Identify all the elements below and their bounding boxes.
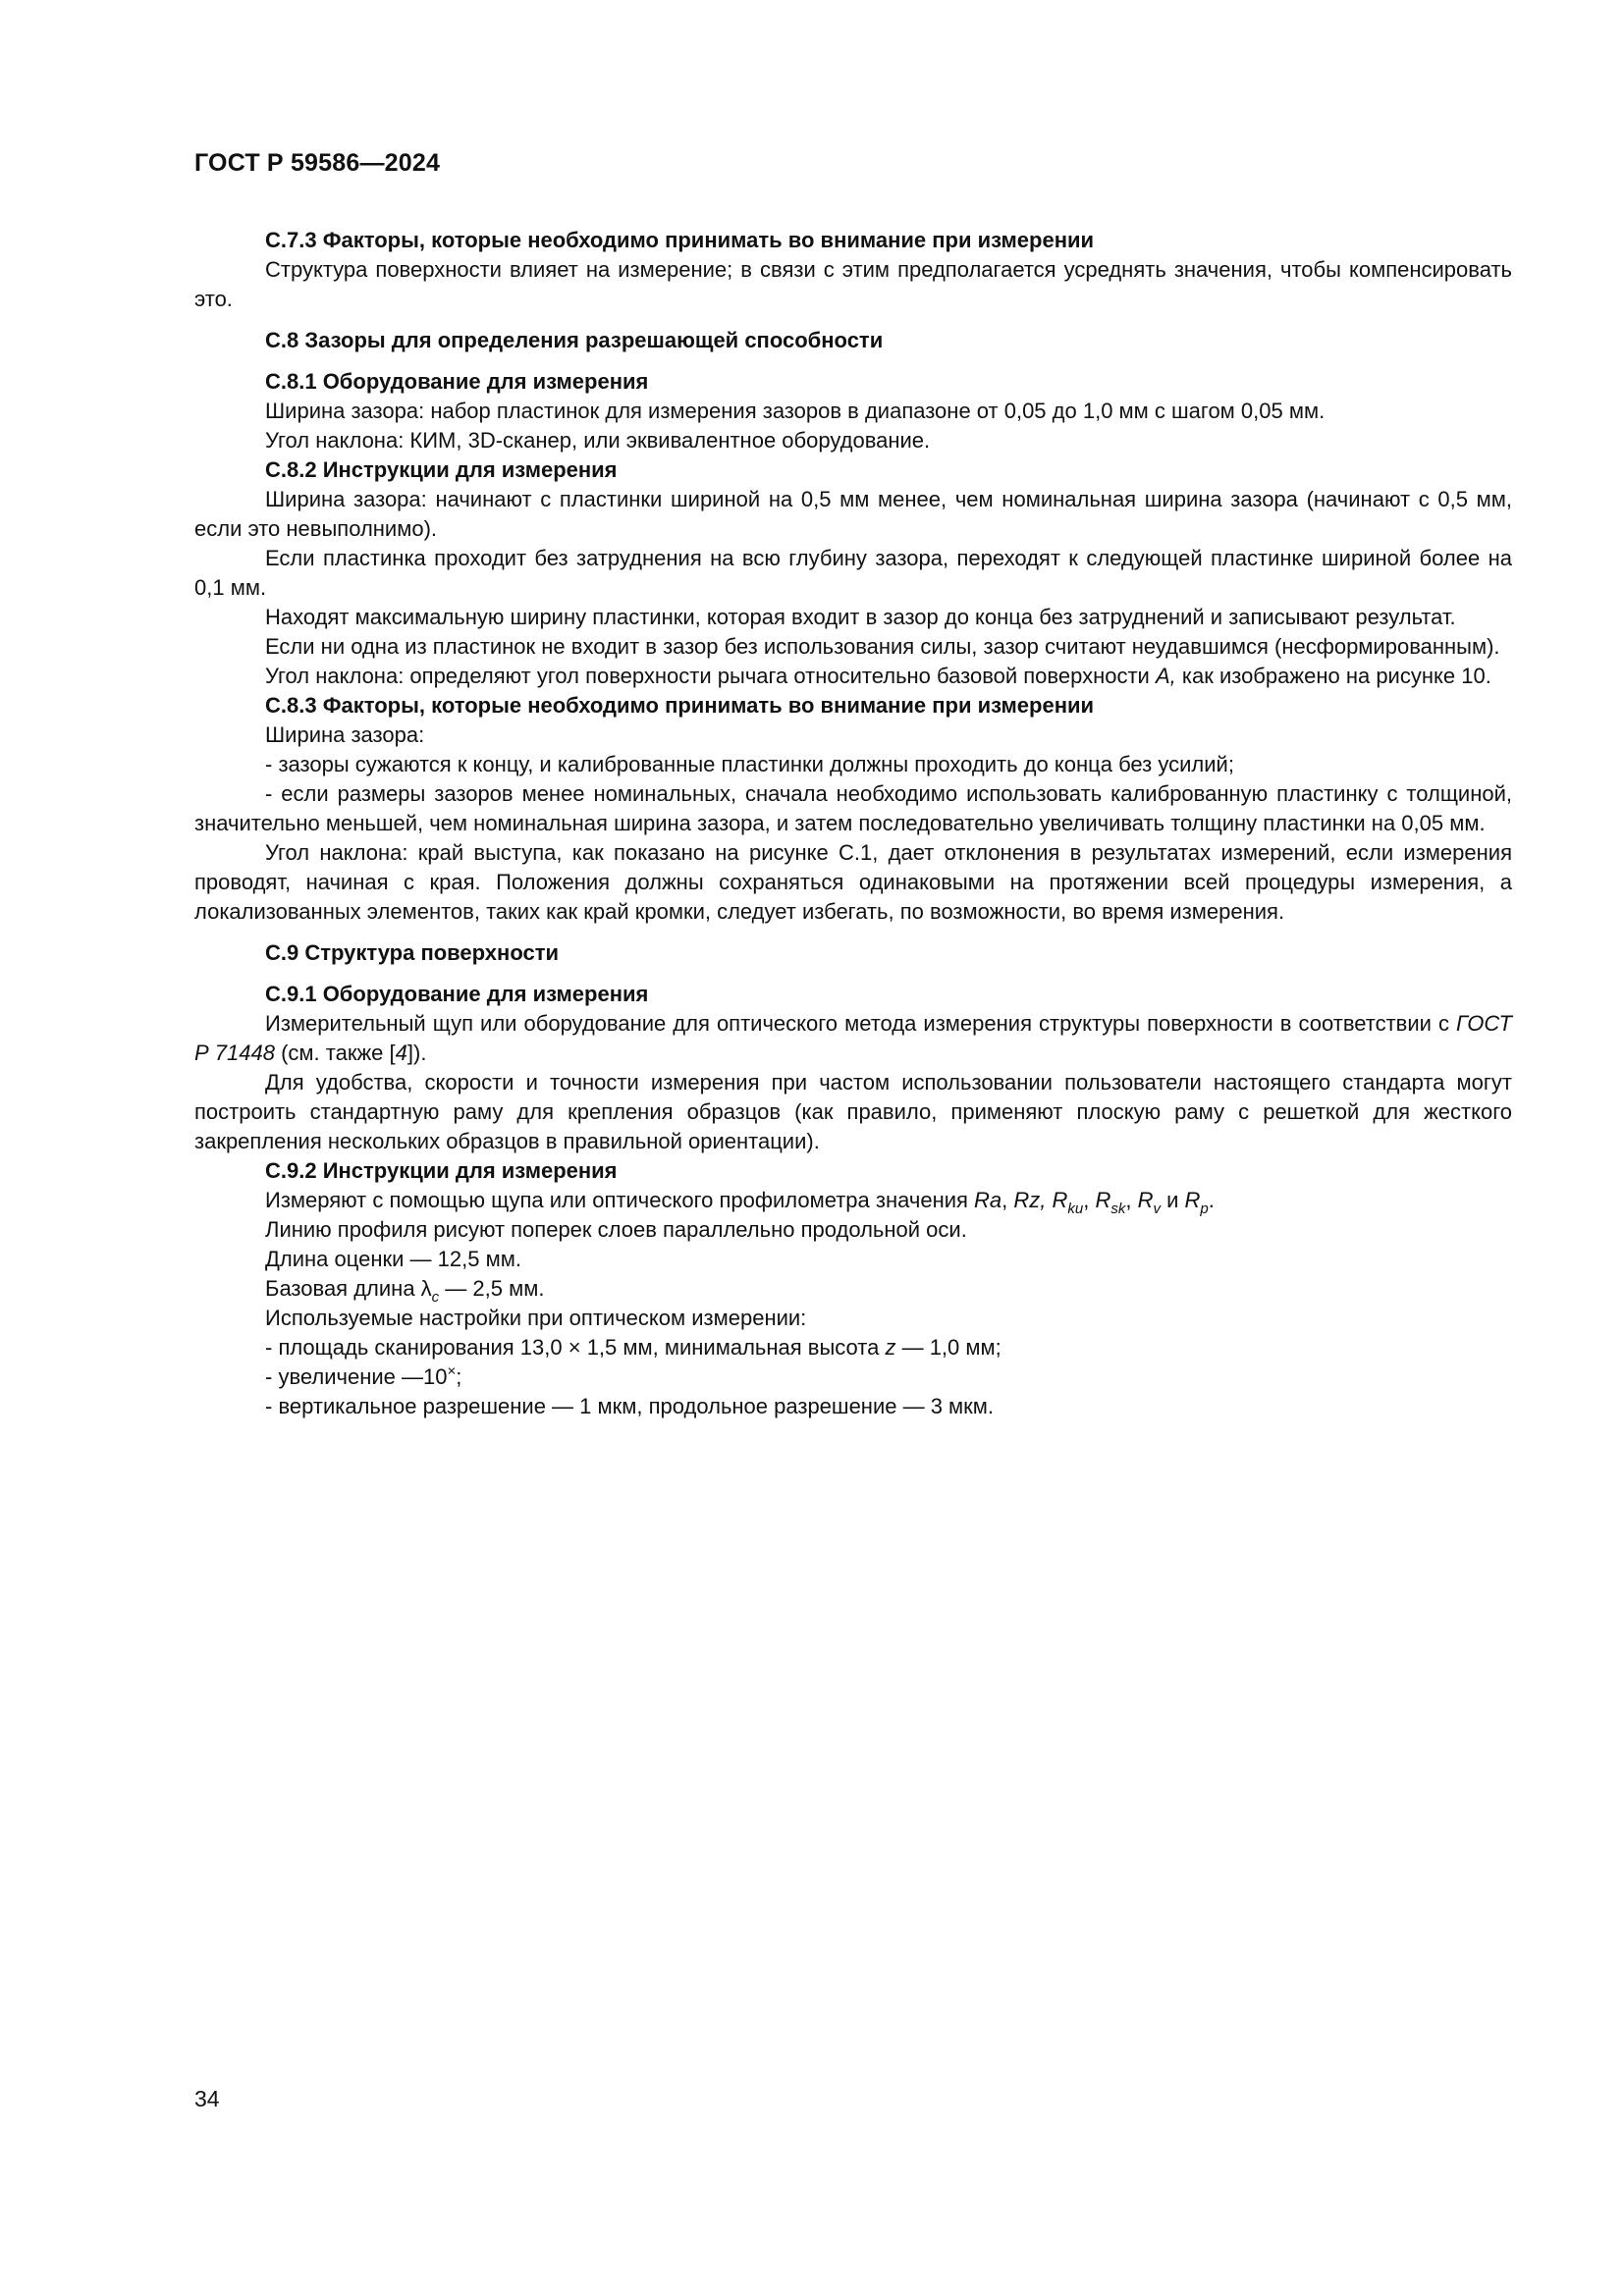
paragraph: Угол наклона: КИМ, 3D-сканер, или эквивалентное оборудование. <box>265 428 931 453</box>
citation-reference: 4 <box>395 1041 407 1065</box>
list-item: - зазоры сужаются к концу, и калиброванные пластинки должны проходить до конца без усилий; <box>265 752 1234 776</box>
paragraph: Длина оценки — 12,5 мм. <box>265 1247 521 1271</box>
document-header: ГОСТ Р 59586—2024 <box>194 149 441 177</box>
paragraph: Ширина зазора: начинают с пластинки шириной на 0,5 мм менее, чем номинальная ширина зазора (начинают с 0,5 мм, если это невыполнимо). <box>194 487 1512 541</box>
page-number: 34 <box>194 2086 220 2111</box>
section-heading-c8: С.8 Зазоры для определения разрешающей способности <box>265 328 884 352</box>
paragraph: Если пластинка проходит без затруднения на всю глубину зазора, переходят к следующей пластинке шириной более на 0,1 мм. <box>194 546 1512 600</box>
paragraph: Ширина зазора: <box>265 722 425 747</box>
section-heading-c9: С.9 Структура поверхности <box>265 940 560 965</box>
list-item: - увеличение —10×; <box>265 1362 462 1389</box>
list-item: - вертикальное разрешение — 1 мкм, продольное разрешение — 3 мкм. <box>265 1394 995 1418</box>
paragraph: Угол наклона: определяют угол поверхности рычага относительно базовой поверхности А, как изображено на рисунке 10. <box>265 664 1491 688</box>
paragraph: Измерительный щуп или оборудование для оптического метода измерения структуры поверхности в соответствии с ГОСТ Р 71448 (см. также [4]). <box>194 1011 1512 1065</box>
paragraph: Угол наклона: край выступа, как показано на рисунке С.1, дает отклонения в результатах измерений, если измерения проводят, начиная с края. Положения должны сохраняться одинаковыми на протяжении всей процедуры измерения, а локализованных элементов, таких как край кромки, следует избегать, по возможности, во время измерения. <box>194 840 1512 924</box>
section-heading-c83: С.8.3 Факторы, которые необходимо принимать во внимание при измерении <box>265 693 1095 718</box>
paragraph: Находят максимальную ширину пластинки, которая входит в зазор до конца без затруднений и записывают результат. <box>265 605 1456 629</box>
document-body <box>194 226 1512 1421</box>
section-heading-c92: С.9.2 Инструкции для измерения <box>265 1158 618 1183</box>
paragraph: Используемые настройки при оптическом измерении: <box>265 1306 807 1330</box>
paragraph: Ширина зазора: набор пластинок для измерения зазоров в диапазоне от 0,05 до 1,0 мм с шагом 0,05 мм. <box>265 399 1326 423</box>
section-heading-c91: С.9.1 Оборудование для измерения <box>265 982 649 1006</box>
list-item: - площадь сканирования 13,0 × 1,5 мм, минимальная высота z — 1,0 мм; <box>265 1335 1001 1360</box>
standard-reference: ГОСТ Р 71448 <box>194 1011 1512 1065</box>
paragraph: Измеряют с помощью щупа или оптического профилометра значения Ra, Rz, $R_{ku}$, $R_{sk}$, $R_v$ и $R_p$. <box>265 1188 1215 1217</box>
paragraph: Если ни одна из пластинок не входит в зазор без использования силы, зазор считают неудавшимся (несформированным). <box>265 634 1500 659</box>
list-item: - если размеры зазоров менее номинальных, сначала необходимо использовать калиброванную пластинку с толщиной, значительно меньшей, чем номинальная ширина зазора, и затем последовательно увеличивать толщину пластинки на 0,05 мм. <box>194 781 1512 835</box>
section-heading-c81: С.8.1 Оборудование для измерения <box>265 369 649 394</box>
paragraph: Для удобства, скорости и точности измерения при частом использовании пользователи настоящего стандарта могут построить стандартную раму для крепления образцов (как правило, применяют плоскую раму с решеткой для жесткого закрепления нескольких образцов в правильной ориентации). <box>194 1070 1512 1153</box>
paragraph: Структура поверхности влияет на измерение; в связи с этим предполагается усреднять значения, чтобы компенсировать это. <box>194 257 1512 311</box>
section-heading-c73: С.7.3 Факторы, которые необходимо принимать во внимание при измерении <box>265 228 1095 252</box>
section-heading-c82: С.8.2 Инструкции для измерения <box>265 457 618 482</box>
paragraph: Базовая длина $\lambda_c$ — 2,5 мм. <box>265 1276 545 1306</box>
paragraph: Линию профиля рисуют поперек слоев параллельно продольной оси. <box>265 1217 967 1242</box>
